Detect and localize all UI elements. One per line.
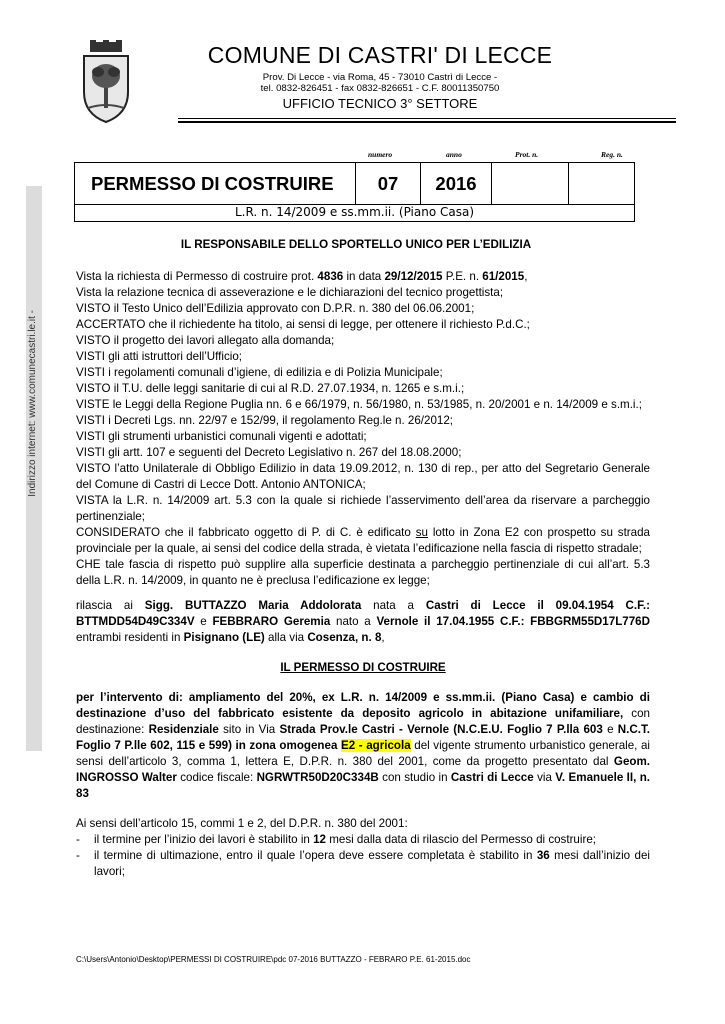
premise-line: CHE tale fascia di rispetto può supplire alla superficie destinata a parcheggio pertinenziale di cui all’art. 5.3 della L.R. n. 14/2009, in quanto ne è preclusa l’edificazione ex legge; [76, 558, 650, 587]
file-path-footer: C:\Users\Antonio\Desktop\PERMESSI DI COSTRUIRE\pdc 07-2016 BUTTAZZO - FEBRARO P.E. 61-2015.doc [76, 955, 471, 964]
premise-line: VISTA la L.R. n. 14/2009 art. 5.3 con la quale si richiede l’asservimento dell’area da riservare a parcheggio pertinenziale; [76, 494, 650, 523]
permit-heading: IL PERMESSO DI COSTRUIRE [280, 661, 446, 674]
intervention-paragraph: per l’intervento di: ampliamento del 20%, ex L.R. n. 14/2009 e ss.mm.ii. (Piano Casa) e cambio di destinazione d’uso del fabbricato esistente da deposito agricolo in abitazione unifamiliare, con destinazione: Residenziale sito in Via Strada Prov.le Castri - Vernole (N.C.E.U. Foglio 7 P.lla 603 e N.C.T. Foglio 7 P.lle 602, 115 e 599) in zona omogenea E2 - agricola del vigente strumento urbanistico generale, ai sensi dell’articolo 3, comma 1, lettera E, D.P.R. n. 380 del 2001, come da progetto presentato dal Geom. INGROSSO Walter codice fiscale: NGRWTR50D20C334B con studio in Castri di Lecce via V. Emanuele II, n. 83 [76, 691, 651, 800]
responsible-heading: IL RESPONSABILE DELLO SPORTELLO UNICO PER L’EDILIZIA [180, 238, 532, 251]
term-start: - il termine per l’inizio dei lavori è stabilito in 12 mesi dalla data di rilascio del Permesso di costruire; [76, 833, 596, 846]
permit-number: 07 [356, 163, 421, 205]
permit-title: PERMESSO DI COSTRUIRE [75, 163, 356, 205]
premise-line: VISTO il T.U. delle leggi sanitarie di cui al R.D. 27.07.1934, n. 1265 e s.m.i.; [76, 382, 465, 395]
document-body [76, 269, 650, 880]
column-label-anno: anno [446, 150, 462, 159]
contact-line: tel. 0832-826451 - fax 0832-826651 - C.F. 80011350750 [260, 83, 500, 94]
municipal-crest-icon [78, 40, 134, 124]
premise-line: Vista la relazione tecnica di asseverazione e le dichiarazioni del tecnico progettista; [76, 286, 504, 299]
premise-request: Vista la richiesta di Permesso di costruire prot. 4836 in data 29/12/2015 P.E. n. 61/2015, [76, 270, 528, 283]
column-label-reg: Reg. n. [601, 150, 623, 159]
zone-highlight: E2 - agricola [341, 739, 411, 752]
premise-line: VISTO il progetto dei lavori allegato alla domanda; [76, 334, 335, 347]
town-title: COMUNE DI CASTRI' DI LECCE [207, 42, 553, 68]
permit-table [74, 162, 635, 205]
premise-line: VISTO l’atto Unilaterale di Obbligo Edilizio in data 19.09.2012, n. 130 di rep., per atto del Segretario Generale del Comune di Castri di Lecce Dott. Antonio ANTONICA; [76, 462, 650, 491]
premise-line: VISTO il Testo Unico dell’Edilizia approvato con D.P.R. n. 380 del 06.06.2001; [76, 302, 475, 315]
column-label-prot: Prot. n. [515, 150, 539, 159]
address-line: Prov. Di Lecce - via Roma, 45 - 73010 Castrì di Lecce - [262, 72, 498, 83]
prot-number-cell [492, 163, 569, 205]
premise-line: VISTI gli strumenti urbanistici comunali vigenti e adottati; [76, 430, 367, 443]
header-rule [178, 118, 676, 119]
law-reference: L.R. n. 14/2009 e ss.mm.ii. (Piano Casa) [74, 204, 635, 222]
premise-considered: CONSIDERATO che il fabbricato oggetto di P. di C. è edificato su lotto in Zona E2 con prospetto su strada provinciale per la quale, ai sensi del codice della strada, è vietata l’edificazione nella fascia di rispetto stradale; [76, 526, 651, 555]
release-paragraph: rilascia ai Sigg. BUTTAZZO Maria Addolorata nata a Castri di Lecce il 09.04.1954 C.F.: BTTMDD54D49C334V e FEBBRARO Geremia nato a Vernole il 17.04.1955 C.F.: FBBGRM55D17L776D entrambi residenti in Pisignano (LE) alla via Cosenza, n. 8, [76, 599, 650, 644]
sidebar-website-text: Indirizzo internet: www.comunecastri.le.it - [27, 310, 38, 497]
premise-line: VISTI i regolamenti comunali d’igiene, di edilizia e di Polizia Municipale; [76, 366, 443, 379]
premise-line: VISTI gli artt. 107 e seguenti del Decreto Legislativo n. 267 del 18.08.2000; [76, 446, 462, 459]
permit-year: 2016 [421, 163, 492, 205]
premise-line: ACCERTATO che il richiedente ha titolo, ai sensi di legge, per ottenere il richiesto P.d.C.; [76, 318, 530, 331]
premise-line: VISTI gli atti istruttori dell’Ufficio; [76, 350, 243, 363]
premise-line: VISTI i Decreti Lgs. nn. 22/97 e 152/99, il regolamento Reg.le n. 26/2012; [76, 414, 454, 427]
header-rule-thick [178, 121, 676, 123]
reg-number-cell [569, 163, 635, 205]
address-block [175, 72, 585, 94]
terms-intro: Ai sensi dell’articolo 15, commi 1 e 2, del D.P.R. n. 380 del 2001: [76, 817, 408, 830]
term-completion: - il termine di ultimazione, entro il quale l’opera deve essere completata è stabilito in 36 mesi dall’inizio dei lavori; [76, 849, 650, 878]
premise-line: VISTE le Leggi della Regione Puglia nn. 6 e 66/1979, n. 56/1980, n. 53/1985, n. 20/2001 e n. 14/2009 e s.m.i.; [76, 398, 642, 411]
office-name: UFFICIO TECNICO 3° SETTORE [282, 96, 478, 111]
column-label-numero: numero [368, 150, 393, 159]
